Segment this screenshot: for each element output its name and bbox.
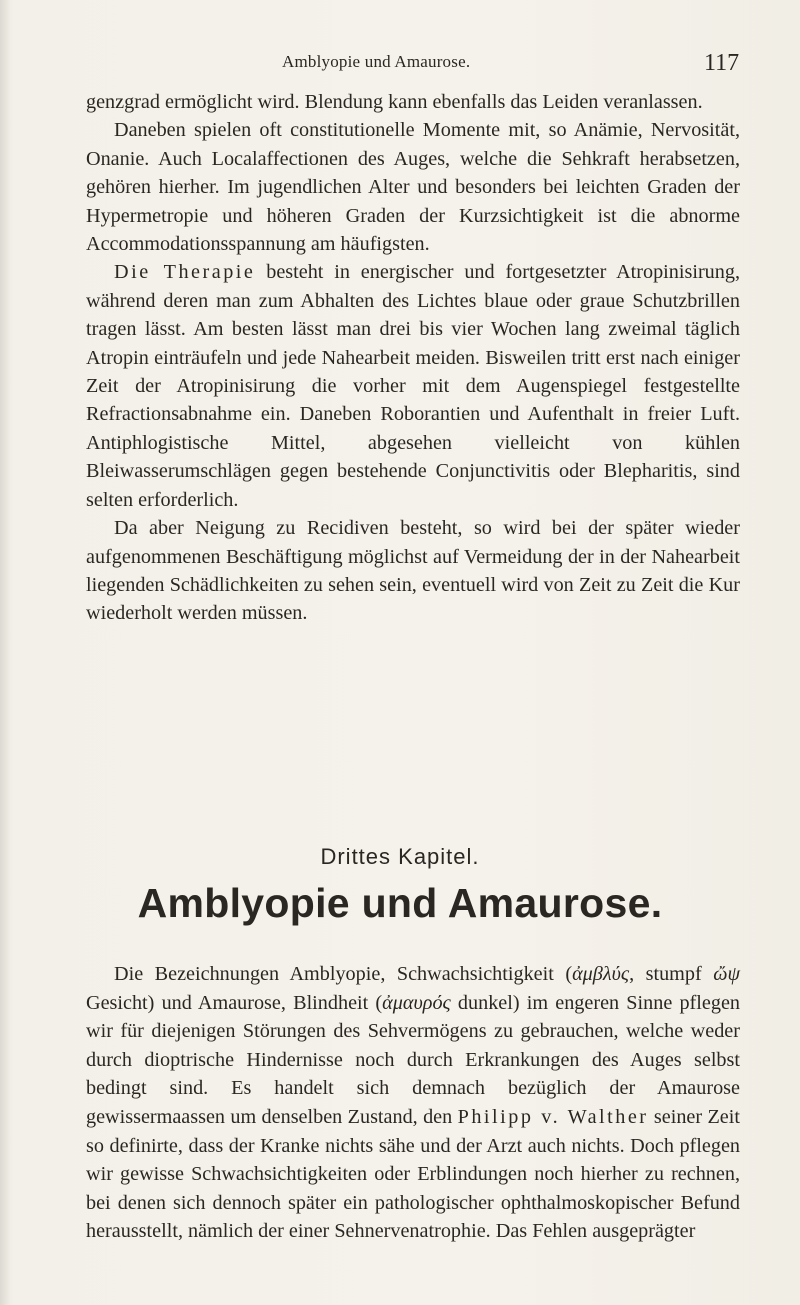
chapter-text-part-b: , stumpf — [629, 963, 714, 985]
chapter-text-part-a: Die Bezeichnungen Amblyopie, Schwachsichtigkeit ( — [114, 963, 573, 985]
chapter-title: Amblyopie und Amaurose. — [137, 880, 663, 926]
author-name: Philipp v. Walther — [457, 1105, 649, 1128]
paragraph-4: Da aber Neigung zu Recidiven besteht, so wird bei der später wieder aufgenommenen Beschäftigung möglichst auf Vermeidung der in der Nahearbeit liegenden Schädlichkeiten zu sehen sein, eventuell wird von Zeit zu Zeit die Kur wiederholt werden müssen. — [86, 517, 740, 625]
chapter-text-part-c: Gesicht) und Amaurose, Blindheit ( — [86, 991, 383, 1014]
chapter-text-part-d: dunkel) im engeren Sinne pflegen wir für diejenigen Störungen des Sehvermögens zu gebrauchen, welche weder durch dioptrische Hindernisse noch durch Erkrankungen des Auges selbst bedingt sind. Es handelt sich demnach bezüglich der Amaurose gewissermaassen um denselben Zustand, den — [86, 991, 740, 1128]
page-number: 117 — [704, 50, 740, 76]
chapter-label: Drittes Kapitel. — [320, 844, 480, 869]
page-edge-shadow — [0, 0, 10, 1305]
body-text — [86, 88, 740, 628]
greek-word-ops: ὤψ — [713, 963, 740, 985]
paragraph-3-text: besteht in energischer und fortgesetzter Atropinisirung, während deren man zum Abhalten des Lichtes blaue oder graue Schutzbrillen tragen lässt. Am besten lässt man drei bis vier Wochen lang zweimal täglich Atropin einträufeln und jede Nahearbeit meiden. Bisweilen tritt erst nach einiger Zeit der Atropinisirung die vorher mit dem Augenspiegel festgestellte Refractionsabnahme ein. Daneben Roborantien und Aufenthalt in freier Luft. Antiphlogistische Mittel, abgesehen vielleicht von kühlen Bleiwasserumschlägen gegen bestehende Conjunctivitis oder Blepharitis, sind selten erforderlich. — [86, 261, 740, 511]
running-head: Amblyopie und Amaurose. — [282, 52, 471, 71]
paragraph-3 — [86, 258, 740, 514]
greek-word-amblys: ἀμβλύς — [572, 963, 630, 985]
chapter-text-part-e: seiner Zeit so definirte, dass der Kranke nichts sähe und der Arzt auch nichts. Doch pflegen wir gewisse Schwachsichtigkeiten oder Erblindungen noch hierher zu rechnen, bei denen sich dennoch später ein pathologischer ophthalmoskopischer Befund herausstellt, nämlich der einer Sehnervenatrophie. Das Fehlen ausgeprägter — [86, 1105, 740, 1243]
therapy-term: Die Therapie — [114, 261, 256, 284]
paragraph-1: genzgrad ermöglicht wird. Blendung kann ebenfalls das Leiden veranlassen. — [86, 91, 703, 113]
chapter-paragraph-1 — [86, 960, 740, 1246]
greek-word-amauros: ἀμαυρός — [382, 991, 451, 1014]
chapter-text — [86, 960, 740, 1246]
page-header — [0, 44, 800, 84]
paragraph-2: Daneben spielen oft constitutionelle Momente mit, so Anämie, Nervosität, Onanie. Auch Localaffectionen des Auges, welche die Sehkraft herabsetzen, gehören hierher. Im jugendlichen Alter und besonders bei leichten Graden der Hypermetropie und höheren Graden der Kurzsichtigkeit ist die abnorme Accommodationsspannung am häufigsten. — [86, 119, 740, 256]
